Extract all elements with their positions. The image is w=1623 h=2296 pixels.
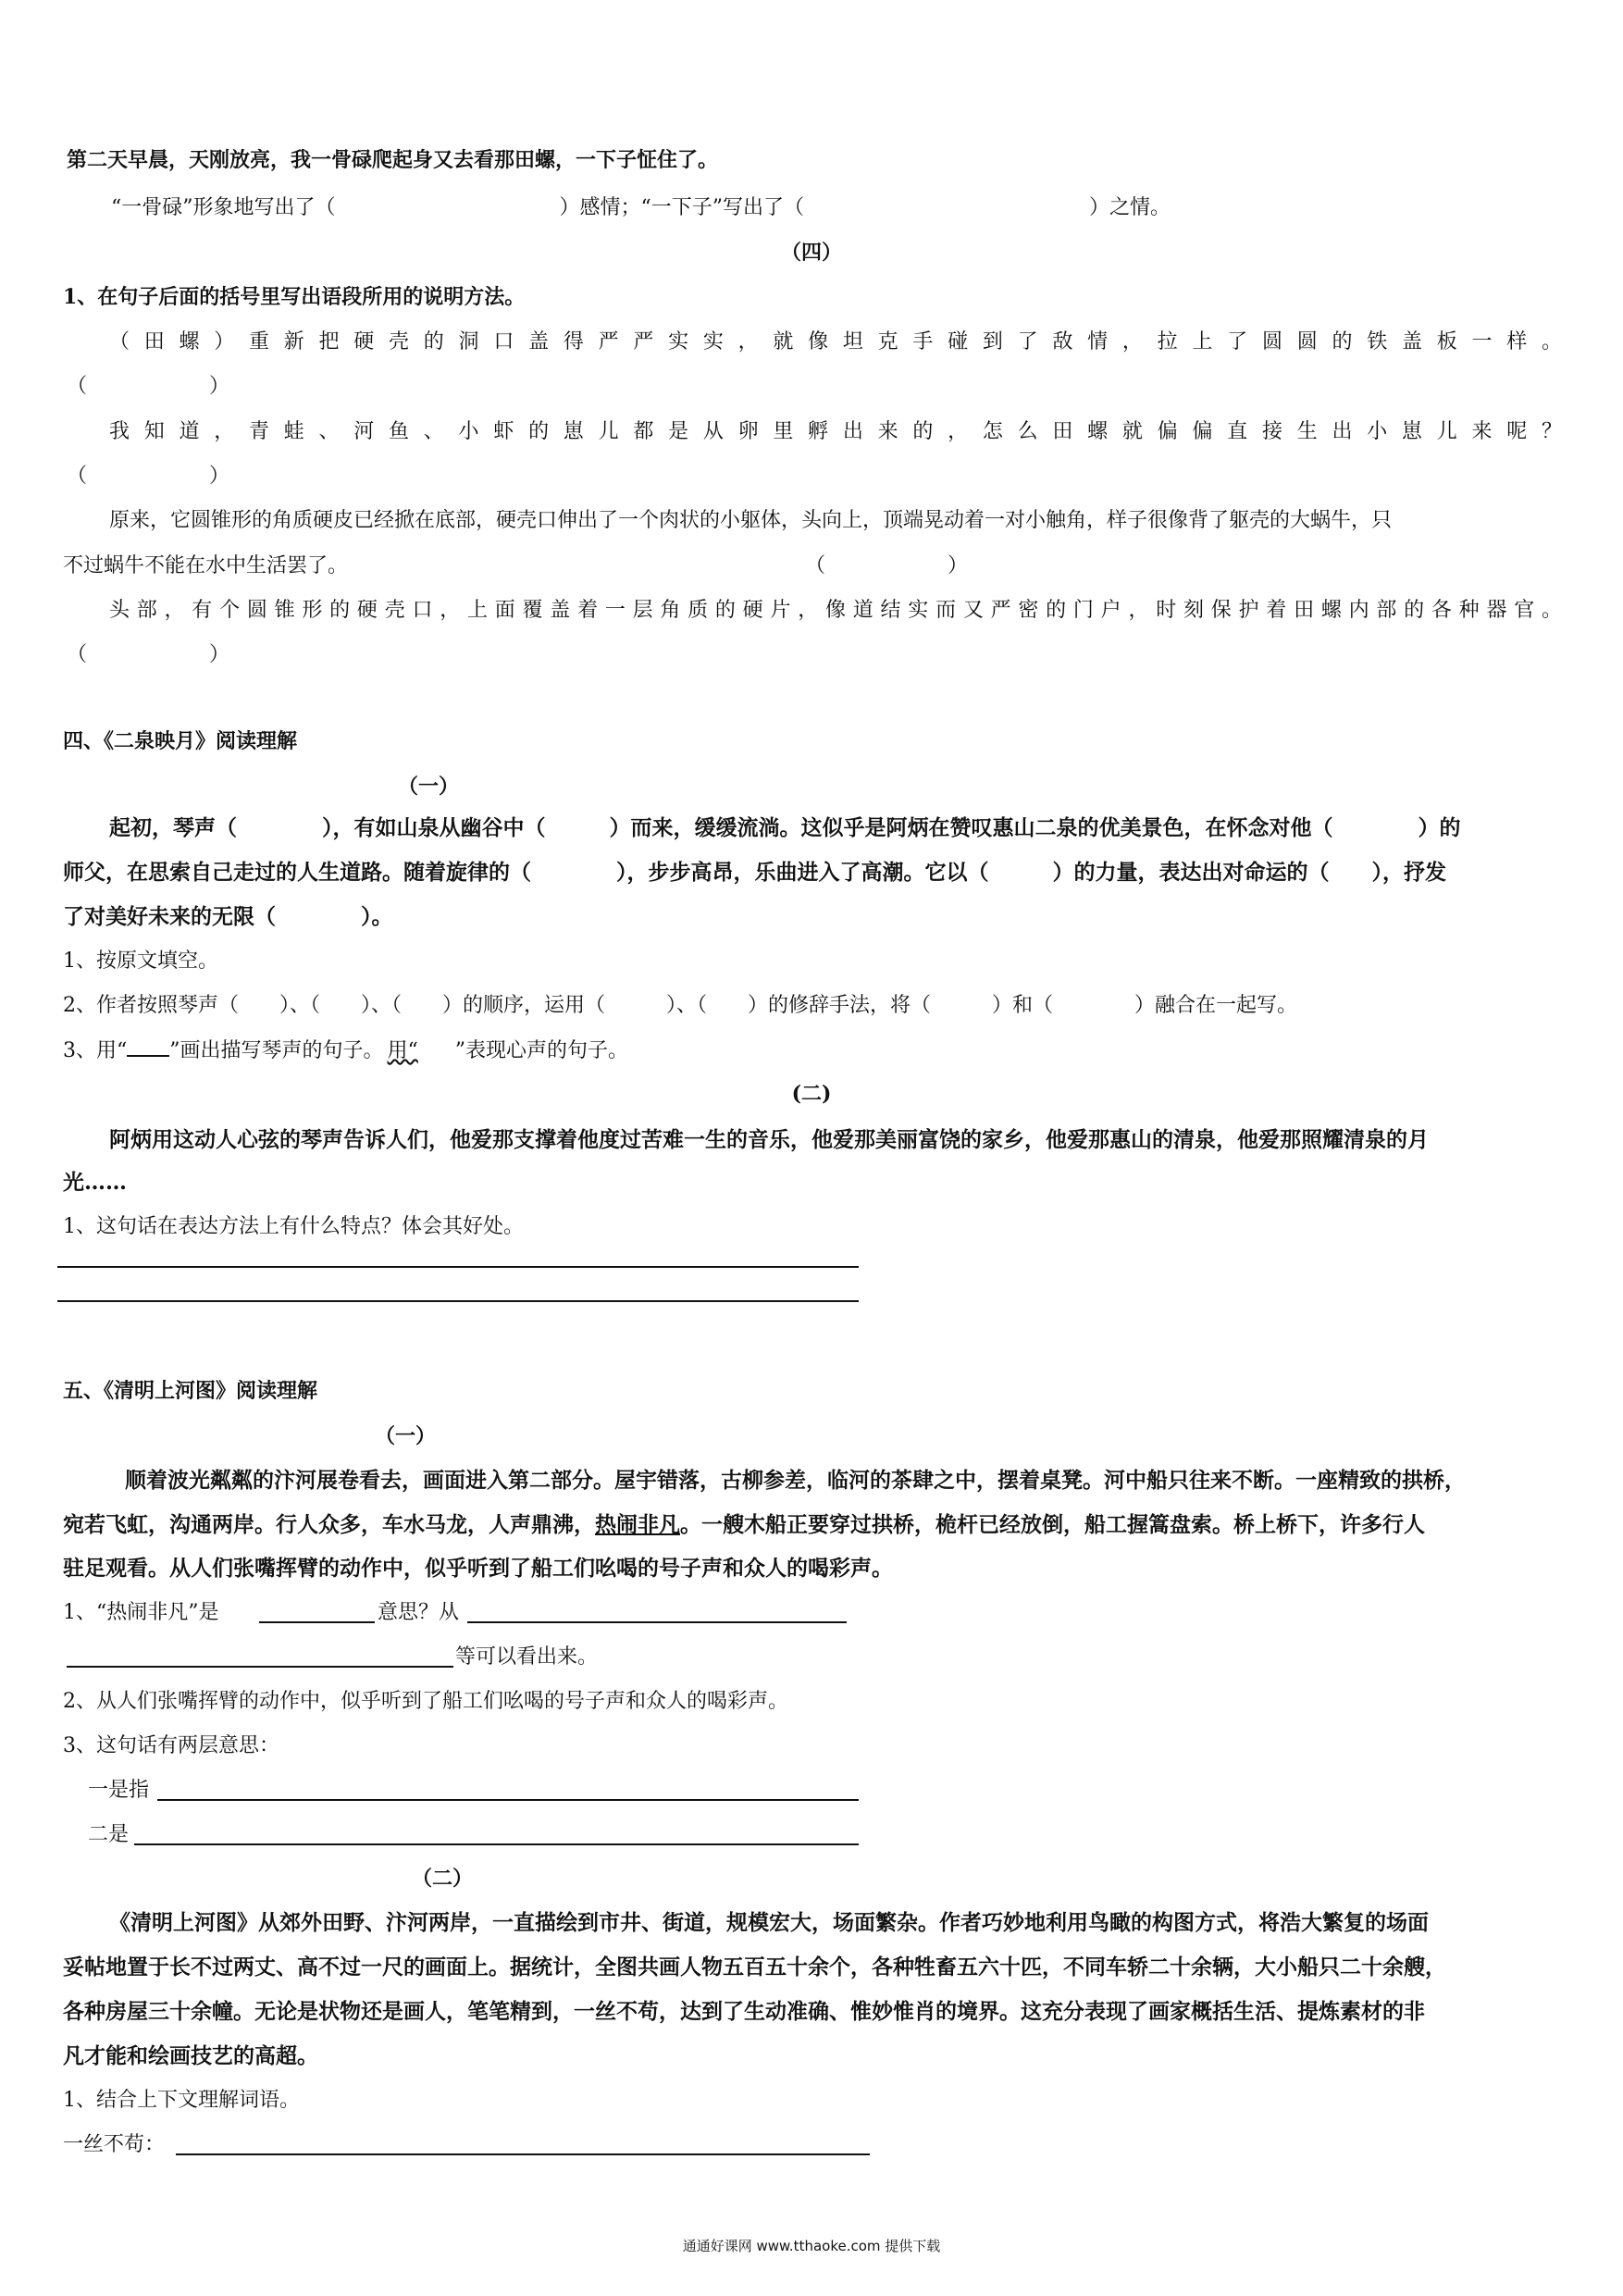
- passage-sentence-4: 头部，有个圆锥形的硬壳口，上面覆盖着一层角质的硬片，像道结实而又严密的门户，时刻保护着田螺内部的各种器官。: [109, 599, 1562, 622]
- subsection-heading-2: (二): [791, 1082, 832, 1106]
- question-1-end: 等可以看出来。: [455, 1645, 599, 1669]
- passage-sentence-3-cont: 不过蜗牛不能在水中生活罢了。: [63, 554, 349, 577]
- question-3-part-b: ”画出描写琴声的句子。: [169, 1039, 384, 1062]
- passage-paragraph-line: [63, 1511, 1425, 1539]
- passage-paragraph-line: 阿炳用这动人心弦的琴声告诉人们，他爱那支撑着他度过苦难一生的音乐，他爱那美丽富饶的家乡，他爱那惠山的清泉，他爱那照耀清泉的月: [109, 1127, 1429, 1152]
- underlined-phrase: 热闹非凡: [595, 1512, 680, 1537]
- question-4: 1、结合上下文理解词语。: [63, 2089, 300, 2112]
- question-3-part-1: 一是指: [88, 1779, 150, 1802]
- passage-sentence-2: 我知道，青蛙、河鱼、小虾的崽儿都是从卵里孵出来的，怎么田螺就偏偏直接生出小崽儿来呢？: [109, 420, 1562, 443]
- subsection-heading-4: （四）: [780, 241, 842, 265]
- passage-paragraph-line: 光……: [63, 1170, 127, 1195]
- answer-line[interactable]: [157, 1799, 859, 1801]
- answer-blank-line[interactable]: [259, 1621, 375, 1623]
- passage-paragraph-line: 《清明上河图》从郊外田野、汴河两岸，一直描绘到市井、街道，规模宏大，场面繁杂。作者巧妙地利用鸟瞰的构图方式，将浩大繁复的场面: [109, 1910, 1429, 1935]
- section-title-5: 五、《清明上河图》阅读理解: [63, 1379, 318, 1403]
- subsection-heading-2: （二）: [412, 1867, 474, 1891]
- question-3: 3、这句话有两层意思：: [63, 1734, 279, 1757]
- subsection-heading-1: （一）: [375, 1424, 437, 1448]
- question-3-part-d: ”表现心声的句子。: [454, 1039, 628, 1062]
- question-1: 1、“热闹非凡”是: [63, 1601, 219, 1624]
- question-2: 2、作者按照琴声（ ）、（ ）、（ ）的顺序，运用（ ）、（ ）的修辞手法，将（ ）和（ ）融合在一起写。: [63, 994, 1298, 1017]
- answer-line[interactable]: [176, 2153, 870, 2155]
- passage-paragraph-line: 顺着波光粼粼的汴河展卷看去，画面进入第二部分。屋宇错落，古柳参差，临河的茶肆之中，摆着桌凳。河中船只往来不断。一座精致的拱桥，: [125, 1468, 1466, 1493]
- passage-text: 宛若飞虹，沟通两岸。行人众多，车水马龙，人声鼎沸，: [63, 1512, 595, 1537]
- question-2: 2、从人们张嘴挥臂的动作中，似乎听到了船工们吆喝的号子声和众人的喝彩声。: [63, 1690, 788, 1713]
- section-title-4: 四、《二泉映月》阅读理解: [63, 729, 298, 753]
- passage-paragraph-line: 驻足观看。从人们张嘴挥臂的动作中，似乎听到了船工们吆喝的号子声和众人的喝彩声。: [63, 1556, 893, 1581]
- passage-text: 。一艘木船正要穿过拱桥，桅杆已经放倒，船工握篙盘索。桥上桥下，许多行人: [680, 1512, 1425, 1537]
- passage-paragraph-line: 师父，在思索自己走过的人生道路。随着旋律的（ ），步步高昂，乐曲进入了高潮。它以（ ）的力量，表达出对命运的（ ），抒发: [63, 860, 1446, 885]
- passage-paragraph-line: 起初，琴声（ ），有如山泉从幽谷中（ ）而来，缓缓流淌。这似乎是阿炳在赞叹惠山二泉的优美景色，在怀念对他（ ）的: [109, 815, 1461, 840]
- question-3-part-c: 用“: [387, 1039, 418, 1062]
- question-3: [63, 1036, 628, 1065]
- answer-blank-line[interactable]: [467, 1621, 847, 1623]
- passage-sentence-1: （田螺）重新把硬壳的洞口盖得严严实实，就像坦克手碰到了敌情，拉上了圆圆的铁盖板一样。: [109, 330, 1562, 354]
- answer-blank-line[interactable]: [67, 1666, 453, 1668]
- straight-underline-sample: [127, 1036, 169, 1057]
- answer-blank-2: （ ）: [67, 465, 230, 488]
- passage-paragraph-line: 凡才能和绘画技艺的高超。: [63, 2043, 318, 2068]
- question-3-part-2: 二是: [88, 1823, 130, 1846]
- answer-blank-1: （ ）: [67, 375, 230, 398]
- subsection-heading-1: （一）: [398, 775, 460, 799]
- passage-paragraph-line: 妥帖地置于长不过两丈、高不过一尺的画面上。据统计，全图共画人物五百五十余个，各种牲畜五六十匹，不同车轿二十余辆，大小船只二十余艘，: [63, 1955, 1446, 1980]
- question-5: 一丝不苟：: [63, 2133, 166, 2156]
- question-3-part-a: 3、用“: [63, 1039, 128, 1062]
- question-line: 第二天早晨，天刚放亮，我一骨碌爬起身又去看那田螺，一下子怔住了。: [67, 148, 719, 172]
- passage-paragraph-line: 了对美好未来的无限（ ）。: [63, 904, 393, 929]
- passage-sentence-3: 原来，它圆锥形的角质硬皮已经掀在底部，硬壳口伸出了一个肉状的小躯体，头向上，顶端晃动着一对小触角，样子很像背了躯壳的大蜗牛，只: [109, 509, 1393, 532]
- answer-blank-3: （ ）: [805, 554, 969, 577]
- answer-line[interactable]: [57, 1266, 859, 1268]
- answer-blank-4: （ ）: [67, 643, 230, 666]
- question-4: 1、这句话在表达方法上有什么特点？体会其好处。: [63, 1215, 524, 1238]
- answer-line[interactable]: [57, 1300, 859, 1302]
- question-1-mid: 意思？从: [378, 1601, 460, 1624]
- question-1: 1、按原文填空。: [63, 949, 218, 973]
- question-1: 1、在句子后面的括号里写出语段所用的说明方法。: [63, 285, 526, 309]
- question-fill-line: “一骨碌”形象地写出了（ ）感情；“一下子”写出了（ ）之情。: [111, 196, 1171, 219]
- passage-paragraph-line: 各种房屋三十余幢。无论是状物还是画人，笔笔精到，一丝不苟，达到了生动准确、惟妙惟肖的境界。这充分表现了画家概括生活、提炼素材的非: [63, 1999, 1425, 2024]
- answer-line[interactable]: [134, 1843, 859, 1845]
- page-footer: 通通好课网 www.tthaoke.com 提供下载: [682, 2238, 941, 2254]
